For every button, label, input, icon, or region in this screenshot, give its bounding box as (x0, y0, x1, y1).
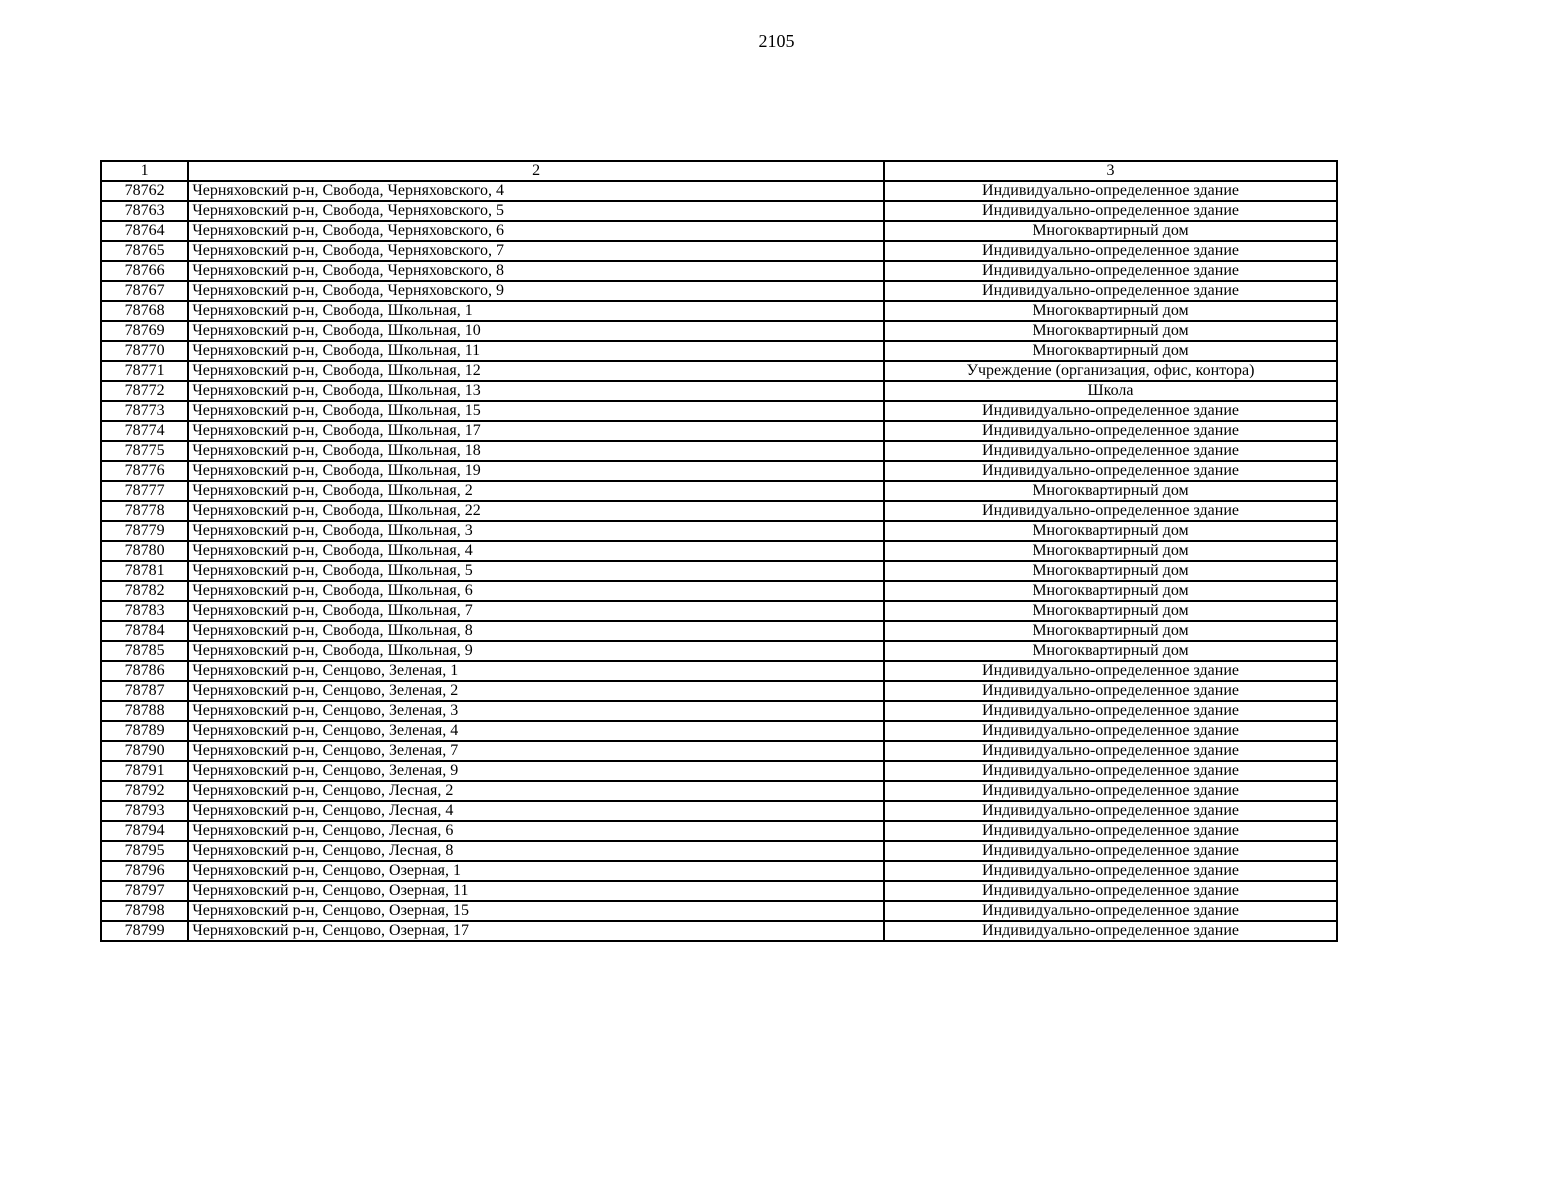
building-type-cell: Индивидуально-определенное здание (884, 661, 1337, 681)
address-cell: Черняховский р-н, Свобода, Школьная, 18 (188, 441, 884, 461)
row-number-cell: 78764 (101, 221, 188, 241)
building-type-cell: Многоквартирный дом (884, 221, 1337, 241)
building-type-cell: Индивидуально-определенное здание (884, 781, 1337, 801)
address-cell: Черняховский р-н, Свобода, Школьная, 17 (188, 421, 884, 441)
row-number-cell: 78797 (101, 881, 188, 901)
building-type-cell: Индивидуально-определенное здание (884, 901, 1337, 921)
address-cell: Черняховский р-н, Сенцово, Зеленая, 3 (188, 701, 884, 721)
address-cell: Черняховский р-н, Сенцово, Озерная, 1 (188, 861, 884, 881)
table-row (101, 821, 1337, 841)
address-cell: Черняховский р-н, Свобода, Школьная, 10 (188, 321, 884, 341)
building-type-cell: Индивидуально-определенное здание (884, 421, 1337, 441)
row-number-cell: 78767 (101, 281, 188, 301)
table-row (101, 241, 1337, 261)
table-row (101, 401, 1337, 421)
address-cell: Черняховский р-н, Свобода, Школьная, 12 (188, 361, 884, 381)
row-number-cell: 78798 (101, 901, 188, 921)
building-type-cell: Многоквартирный дом (884, 621, 1337, 641)
address-cell: Черняховский р-н, Свобода, Школьная, 2 (188, 481, 884, 501)
table-row (101, 681, 1337, 701)
address-cell: Черняховский р-н, Свобода, Черняховского, 9 (188, 281, 884, 301)
row-number-cell: 78777 (101, 481, 188, 501)
address-cell: Черняховский р-н, Свобода, Школьная, 7 (188, 601, 884, 621)
row-number-cell: 78762 (101, 181, 188, 201)
address-cell: Черняховский р-н, Сенцово, Лесная, 2 (188, 781, 884, 801)
table-row (101, 601, 1337, 621)
table-row (101, 741, 1337, 761)
row-number-cell: 78780 (101, 541, 188, 561)
address-cell: Черняховский р-н, Сенцово, Озерная, 11 (188, 881, 884, 901)
address-cell: Черняховский р-н, Свобода, Школьная, 6 (188, 581, 884, 601)
table-row (101, 621, 1337, 641)
table-row (101, 301, 1337, 321)
table-row (101, 881, 1337, 901)
table-row (101, 781, 1337, 801)
building-type-cell: Многоквартирный дом (884, 641, 1337, 661)
table-row (101, 421, 1337, 441)
row-number-cell: 78774 (101, 421, 188, 441)
address-cell: Черняховский р-н, Свобода, Школьная, 11 (188, 341, 884, 361)
page-number: 2105 (758, 31, 795, 51)
row-number-cell: 78793 (101, 801, 188, 821)
address-cell: Черняховский р-н, Свобода, Черняховского, 5 (188, 201, 884, 221)
column-header-3: 3 (884, 161, 1337, 181)
table-row (101, 801, 1337, 821)
row-number-cell: 78772 (101, 381, 188, 401)
building-type-cell: Индивидуально-определенное здание (884, 441, 1337, 461)
building-type-cell: Многоквартирный дом (884, 321, 1337, 341)
building-type-cell: Индивидуально-определенное здание (884, 181, 1337, 201)
address-cell: Черняховский р-н, Сенцово, Лесная, 4 (188, 801, 884, 821)
table-row (101, 361, 1337, 381)
row-number-cell: 78766 (101, 261, 188, 281)
address-cell: Черняховский р-н, Свобода, Школьная, 19 (188, 461, 884, 481)
building-type-cell: Индивидуально-определенное здание (884, 741, 1337, 761)
row-number-cell: 78782 (101, 581, 188, 601)
table-row (101, 181, 1337, 201)
row-number-cell: 78796 (101, 861, 188, 881)
address-cell: Черняховский р-н, Свобода, Черняховского, 8 (188, 261, 884, 281)
building-type-cell: Индивидуально-определенное здание (884, 721, 1337, 741)
address-cell: Черняховский р-н, Свобода, Черняховского, 7 (188, 241, 884, 261)
row-number-cell: 78791 (101, 761, 188, 781)
address-cell: Черняховский р-н, Свобода, Школьная, 1 (188, 301, 884, 321)
row-number-cell: 78794 (101, 821, 188, 841)
address-cell: Черняховский р-н, Сенцово, Зеленая, 1 (188, 661, 884, 681)
building-type-cell: Индивидуально-определенное здание (884, 841, 1337, 861)
building-type-cell: Индивидуально-определенное здание (884, 701, 1337, 721)
row-number-cell: 78787 (101, 681, 188, 701)
row-number-cell: 78786 (101, 661, 188, 681)
address-cell: Черняховский р-н, Сенцово, Озерная, 17 (188, 921, 884, 941)
table-row (101, 561, 1337, 581)
table-row (101, 441, 1337, 461)
row-number-cell: 78771 (101, 361, 188, 381)
column-header-1: 1 (101, 161, 188, 181)
building-type-cell: Индивидуально-определенное здание (884, 201, 1337, 221)
building-type-cell: Многоквартирный дом (884, 541, 1337, 561)
address-cell: Черняховский р-н, Сенцово, Зеленая, 9 (188, 761, 884, 781)
address-cell: Черняховский р-н, Свобода, Школьная, 13 (188, 381, 884, 401)
building-type-cell: Многоквартирный дом (884, 341, 1337, 361)
address-cell: Черняховский р-н, Сенцово, Озерная, 15 (188, 901, 884, 921)
row-number-cell: 78768 (101, 301, 188, 321)
address-cell: Черняховский р-н, Свобода, Школьная, 5 (188, 561, 884, 581)
table-row (101, 321, 1337, 341)
building-type-cell: Многоквартирный дом (884, 301, 1337, 321)
row-number-cell: 78790 (101, 741, 188, 761)
table-row (101, 381, 1337, 401)
building-type-cell: Многоквартирный дом (884, 521, 1337, 541)
row-number-cell: 78778 (101, 501, 188, 521)
row-number-cell: 78788 (101, 701, 188, 721)
building-type-cell: Индивидуально-определенное здание (884, 281, 1337, 301)
address-cell: Черняховский р-н, Свобода, Черняховского, 6 (188, 221, 884, 241)
table-row (101, 861, 1337, 881)
address-cell: Черняховский р-н, Сенцово, Зеленая, 7 (188, 741, 884, 761)
building-type-cell: Индивидуально-определенное здание (884, 261, 1337, 281)
building-type-cell: Учреждение (организация, офис, контора) (884, 361, 1337, 381)
building-type-cell: Индивидуально-определенное здание (884, 401, 1337, 421)
row-number-cell: 78795 (101, 841, 188, 861)
row-number-cell: 78792 (101, 781, 188, 801)
table-row (101, 201, 1337, 221)
address-cell: Черняховский р-н, Свобода, Школьная, 9 (188, 641, 884, 661)
table-row (101, 221, 1337, 241)
table-row (101, 661, 1337, 681)
building-type-cell: Индивидуально-определенное здание (884, 501, 1337, 521)
row-number-cell: 78785 (101, 641, 188, 661)
row-number-cell: 78789 (101, 721, 188, 741)
row-number-cell: 78773 (101, 401, 188, 421)
registry-table (100, 160, 1338, 942)
table-row (101, 721, 1337, 741)
address-cell: Черняховский р-н, Свобода, Школьная, 8 (188, 621, 884, 641)
table-row (101, 461, 1337, 481)
address-cell: Черняховский р-н, Сенцово, Зеленая, 4 (188, 721, 884, 741)
row-number-cell: 78799 (101, 921, 188, 941)
address-cell: Черняховский р-н, Сенцово, Лесная, 6 (188, 821, 884, 841)
table-row (101, 541, 1337, 561)
row-number-cell: 78776 (101, 461, 188, 481)
row-number-cell: 78769 (101, 321, 188, 341)
row-number-cell: 78781 (101, 561, 188, 581)
table-row (101, 841, 1337, 861)
row-number-cell: 78770 (101, 341, 188, 361)
address-cell: Черняховский р-н, Свобода, Школьная, 3 (188, 521, 884, 541)
building-type-cell: Многоквартирный дом (884, 561, 1337, 581)
table-row (101, 901, 1337, 921)
table-row (101, 501, 1337, 521)
building-type-cell: Индивидуально-определенное здание (884, 761, 1337, 781)
row-number-cell: 78763 (101, 201, 188, 221)
row-number-cell: 78784 (101, 621, 188, 641)
table-row (101, 761, 1337, 781)
building-type-cell: Индивидуально-определенное здание (884, 861, 1337, 881)
table-body (101, 181, 1337, 941)
building-type-cell: Индивидуально-определенное здание (884, 921, 1337, 941)
building-type-cell: Индивидуально-определенное здание (884, 461, 1337, 481)
table-header-row (101, 161, 1337, 181)
address-cell: Черняховский р-н, Свобода, Школьная, 4 (188, 541, 884, 561)
table-row (101, 281, 1337, 301)
building-type-cell: Индивидуально-определенное здание (884, 881, 1337, 901)
building-type-cell: Многоквартирный дом (884, 481, 1337, 501)
building-type-cell: Индивидуально-определенное здание (884, 681, 1337, 701)
row-number-cell: 78765 (101, 241, 188, 261)
table-row (101, 261, 1337, 281)
building-type-cell: Индивидуально-определенное здание (884, 821, 1337, 841)
building-type-cell: Индивидуально-определенное здание (884, 241, 1337, 261)
address-cell: Черняховский р-н, Сенцово, Зеленая, 2 (188, 681, 884, 701)
building-type-cell: Многоквартирный дом (884, 581, 1337, 601)
building-type-cell: Школа (884, 381, 1337, 401)
table-row (101, 341, 1337, 361)
building-type-cell: Индивидуально-определенное здание (884, 801, 1337, 821)
column-header-2: 2 (188, 161, 884, 181)
address-cell: Черняховский р-н, Свобода, Черняховского, 4 (188, 181, 884, 201)
address-cell: Черняховский р-н, Сенцово, Лесная, 8 (188, 841, 884, 861)
address-cell: Черняховский р-н, Свобода, Школьная, 22 (188, 501, 884, 521)
table-row (101, 921, 1337, 941)
table-row (101, 521, 1337, 541)
row-number-cell: 78775 (101, 441, 188, 461)
table-row (101, 641, 1337, 661)
row-number-cell: 78779 (101, 521, 188, 541)
address-cell: Черняховский р-н, Свобода, Школьная, 15 (188, 401, 884, 421)
table-row (101, 701, 1337, 721)
building-type-cell: Многоквартирный дом (884, 601, 1337, 621)
row-number-cell: 78783 (101, 601, 188, 621)
table-row (101, 481, 1337, 501)
table-row (101, 581, 1337, 601)
